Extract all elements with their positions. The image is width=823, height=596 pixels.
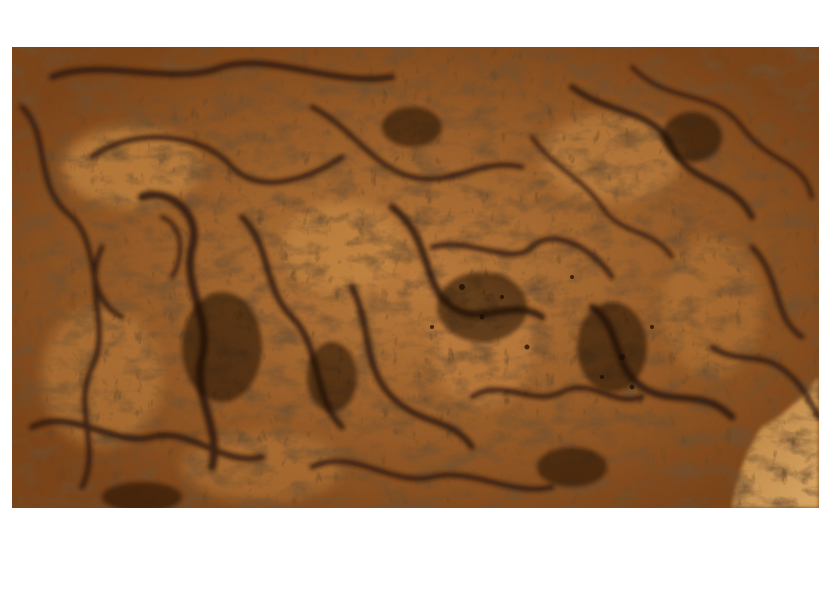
wood-burl-texture	[12, 47, 819, 508]
wood-burl-photo	[12, 47, 819, 508]
